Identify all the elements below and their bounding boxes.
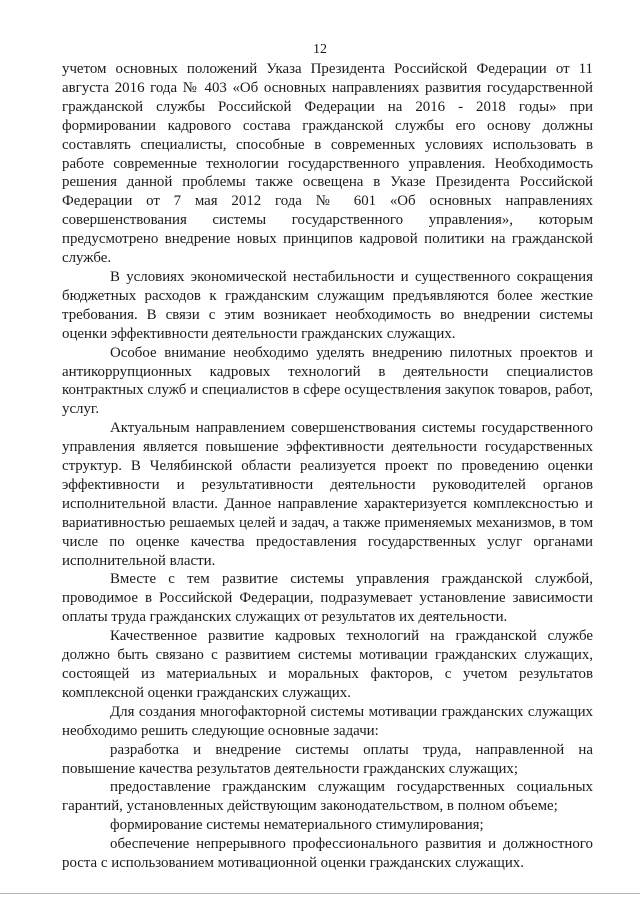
paragraph: Для создания многофакторной системы мотивации гражданских служащих необходимо решить следующие основные задачи: (62, 703, 593, 739)
list-item: обеспечение непрерывного профессионального развития и должностного роста с использованием мотивационной оценки гражданских служащих. (62, 836, 593, 872)
list-item: формирование системы нематериального стимулирования; (110, 817, 484, 834)
page-bottom-rule (0, 893, 640, 894)
paragraph: Особое внимание необходимо уделять внедрению пилотных проектов и антикоррупционных кадровых технологий в деятельности специалистов контрактных служб и специалистов в сфере осуществления закупок товаров, работ, услуг. (62, 344, 593, 418)
paragraph: Актуальным направлением совершенствования системы государственного управления является повышение эффективности деятельности государственных структур. В Челябинской области реализуется проект по проведению оценки эффективности и результативности деятельности руководителей органов исполнительной власти. Данное направление характеризуется комплексностью и вариативностью решаемых целей и задач, а также применяемых механизмов, в том числе по оценке качества предоставления государственных услуг органами исполнительной власти. (62, 420, 593, 569)
paragraph: Вместе с тем развитие системы управления гражданской службой, проводимое в Российской Федерации, подразумевает установление зависимости оплаты труда гражданских служащих от результатов их деятельности. (62, 571, 593, 626)
document-body (62, 60, 593, 873)
list-item: разработка и внедрение системы оплаты труда, направленной на повышение качества результатов деятельности гражданских служащих; (62, 741, 593, 777)
paragraph: В условиях экономической нестабильности и существенного сокращения бюджетных расходов к гражданским служащим предъявляются более жесткие требования. В связи с этим возникает необходимость во внедрении системы оценки эффективности деятельности гражданских служащих. (62, 268, 593, 342)
paragraph: учетом основных положений Указа Президента Российской Федерации от 11 августа 2016 года № 403 «Об основных направлениях развития государственной гражданской службы Российской Федерации на 2016 - 2018 годы» при формировании кадрового состава гражданской службы его основу должны составлять специалисты, способные в современных условиях использовать в работе современные технологии государственного управления. Необходимость решения данной проблемы также освещена в Указе Президента Российской Федерации от 7 мая 2012 года № 601 «Об основных направлениях совершенствования системы государственного управления», которым предусмотрено внедрение новых принципов кадровой политики на гражданской службе. (62, 61, 593, 267)
list-item: предоставление гражданским служащим государственных социальных гарантий, установленных действующим законодательством, в полном объеме; (62, 779, 593, 815)
paragraph: Качественное развитие кадровых технологий на гражданской службе должно быть связано с развитием системы мотивации гражданских служащих, состоящей из материальных и моральных факторов, с учетом результатов комплексной оценки гражданских служащих. (62, 628, 593, 701)
page-number: 12 (313, 42, 327, 57)
